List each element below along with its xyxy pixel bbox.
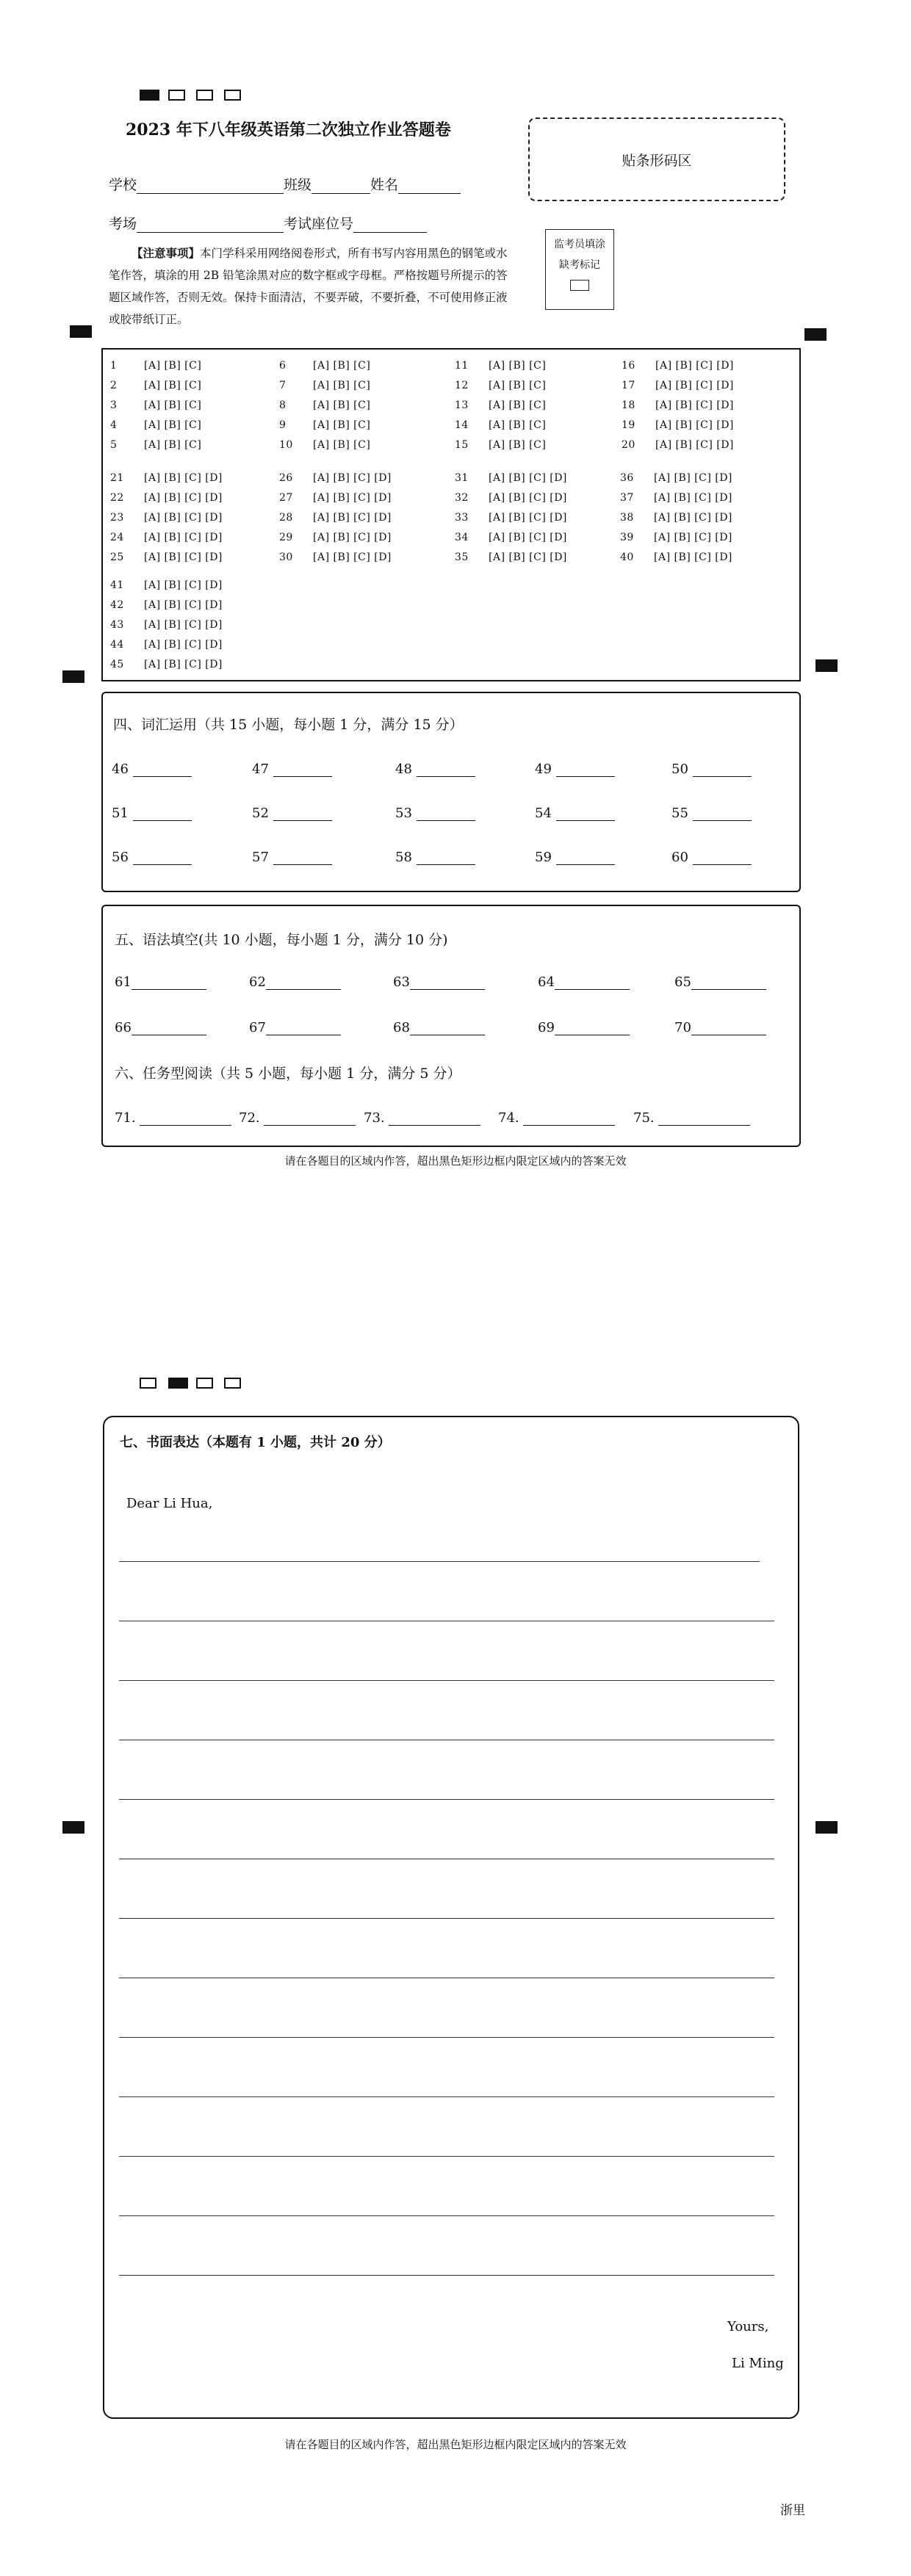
question-number: 9: [279, 419, 287, 431]
notice-body: 本门学科采用网络阅卷形式，所有书写内容用黑色的钢笔或水笔作答，填涂的用 2B 铅笔涂黑对应的数字框或字母框。严格按题号所提示的答题区域作答，否则无效。保持卡面清洁，不要弄破，不要折叠，不可使用修正液或胶带纸订正。: [109, 247, 508, 326]
question-number: 39: [620, 532, 634, 543]
choice-options[interactable]: [A] [B] [C] [D]: [489, 472, 567, 484]
choice-options[interactable]: [A] [B] [C]: [313, 439, 371, 451]
blank-number: 63: [393, 974, 410, 990]
page-mark: [196, 90, 213, 101]
answer-blank[interactable]: [410, 976, 485, 990]
question-number: 43: [110, 619, 124, 631]
choice-options[interactable]: [A] [B] [C]: [144, 360, 202, 372]
question-number: 6: [279, 360, 287, 372]
answer-blank[interactable]: [266, 976, 341, 990]
school-label: 学校: [109, 177, 137, 193]
choice-options[interactable]: [A] [B] [C]: [313, 399, 371, 411]
writing-line[interactable]: [119, 1799, 774, 1800]
exam-room-field[interactable]: [137, 217, 284, 233]
choice-options[interactable]: [A] [B] [C]: [144, 399, 202, 411]
choice-options[interactable]: [A] [B] [C] [D]: [489, 512, 567, 524]
answer-blank[interactable]: [556, 807, 615, 821]
answer-blank[interactable]: [523, 1112, 615, 1126]
blank-item: [535, 761, 615, 777]
answer-blank[interactable]: [133, 807, 192, 821]
answer-blank[interactable]: [133, 851, 192, 865]
choice-options[interactable]: [A] [B] [C]: [489, 439, 547, 451]
choice-question[interactable]: [620, 512, 732, 524]
blank-number: 74.: [498, 1110, 524, 1126]
choice-options[interactable]: [A] [B] [C] [D]: [144, 619, 223, 631]
blank-number: 69: [538, 1020, 555, 1035]
choice-question[interactable]: [110, 579, 223, 591]
choice-question[interactable]: [110, 472, 223, 484]
choice-question[interactable]: [455, 380, 546, 391]
choice-options[interactable]: [A] [B] [C]: [313, 380, 371, 391]
choice-question[interactable]: [455, 439, 546, 451]
question-number: 26: [279, 472, 293, 484]
writing-line[interactable]: [119, 1561, 760, 1562]
choice-question[interactable]: [110, 492, 223, 504]
blank-item: [671, 761, 752, 777]
choice-options[interactable]: [A] [B] [C] [D]: [144, 532, 223, 543]
blank-number: 52: [252, 806, 273, 821]
question-number: 17: [622, 380, 635, 391]
section6-heading: 六、任务型阅读（共 5 小题，每小题 1 分，满分 5 分）: [115, 1066, 461, 1082]
choice-options[interactable]: [A] [B] [C]: [489, 360, 547, 372]
choice-options[interactable]: [A] [B] [C] [D]: [313, 551, 392, 563]
choice-options[interactable]: [A] [B] [C]: [489, 419, 547, 431]
choice-question[interactable]: [455, 419, 546, 431]
question-number: 10: [279, 439, 293, 451]
choice-question[interactable]: [279, 551, 392, 563]
blank-number: 71.: [115, 1110, 140, 1126]
choice-question[interactable]: [110, 360, 201, 372]
blank-number: 53: [395, 806, 417, 821]
choice-options[interactable]: [A] [B] [C] [D]: [489, 532, 567, 543]
choice-question[interactable]: [455, 360, 546, 372]
question-number: 41: [110, 579, 124, 591]
choice-options[interactable]: [A] [B] [C]: [144, 419, 202, 431]
blank-item: [252, 806, 332, 821]
choice-options[interactable]: [A] [B] [C] [D]: [144, 492, 223, 504]
choice-options[interactable]: [A] [B] [C]: [144, 439, 202, 451]
question-number: 34: [455, 532, 469, 543]
blank-number: 68: [393, 1020, 410, 1035]
choice-question[interactable]: [110, 639, 223, 651]
choice-question[interactable]: [455, 492, 567, 504]
question-number: 37: [620, 492, 634, 504]
question-number: 35: [455, 551, 469, 563]
barcode-area: [528, 117, 785, 201]
seat-label: 考试座位号: [284, 216, 354, 232]
choice-options[interactable]: [A] [B] [C] [D]: [313, 492, 392, 504]
blank-item: [671, 806, 752, 821]
question-number: 40: [620, 551, 634, 563]
question-number: 2: [110, 380, 118, 391]
blank-number: 66: [115, 1020, 132, 1035]
info-row-2: [109, 213, 427, 233]
page-mark: [140, 90, 159, 101]
answer-blank[interactable]: [417, 851, 475, 865]
blank-item: [671, 850, 752, 865]
choice-question[interactable]: [110, 599, 223, 611]
blank-number: 57: [252, 850, 273, 865]
absent-label: 缺考标记: [559, 259, 600, 271]
choice-options[interactable]: [A] [B] [C] [D]: [655, 399, 734, 411]
blank-item: [112, 850, 192, 865]
choice-question[interactable]: [622, 399, 734, 411]
blank-item: [249, 1020, 341, 1035]
exam-room-label: 考场: [109, 216, 137, 232]
question-number: 44: [110, 639, 124, 651]
blank-number: 75.: [633, 1110, 659, 1126]
blank-number: 67: [249, 1020, 266, 1035]
blank-item: [395, 806, 475, 821]
choice-options[interactable]: [A] [B] [C] [D]: [489, 551, 567, 563]
question-number: 4: [110, 419, 118, 431]
blank-item: [252, 850, 332, 865]
blank-number: 62: [249, 974, 266, 990]
question-number: 24: [110, 532, 124, 543]
question-number: 15: [455, 439, 469, 451]
question-number: 13: [455, 399, 469, 411]
choice-question[interactable]: [110, 551, 223, 563]
section4-heading: 四、词汇运用（共 15 小题，每小题 1 分，满分 15 分）: [113, 717, 464, 733]
question-number: 25: [110, 551, 124, 563]
question-number: 27: [279, 492, 293, 504]
choice-question[interactable]: [110, 380, 201, 391]
blank-number: 47: [252, 761, 273, 777]
choice-options[interactable]: [A] [B] [C] [D]: [144, 659, 223, 670]
page-mark: [140, 1378, 156, 1389]
school-field[interactable]: [137, 178, 284, 194]
blank-item: [115, 1020, 206, 1035]
blank-number: 48: [395, 761, 417, 777]
question-number: 18: [622, 399, 635, 411]
question-number: 19: [622, 419, 635, 431]
page-mark: [196, 1378, 213, 1389]
answer-blank[interactable]: [133, 763, 192, 777]
choice-question[interactable]: [455, 512, 567, 524]
blank-item: [115, 1110, 231, 1126]
answer-blank[interactable]: [556, 851, 615, 865]
answer-blank[interactable]: [555, 976, 630, 990]
class-label: 班级: [284, 177, 312, 193]
blank-number: 51: [112, 806, 133, 821]
choice-options[interactable]: [A] [B] [C] [D]: [313, 472, 392, 484]
choice-options[interactable]: [A] [B] [C] [D]: [654, 532, 732, 543]
question-number: 3: [110, 399, 118, 411]
writing-line[interactable]: [119, 2156, 774, 2157]
choice-question[interactable]: [279, 399, 370, 411]
question-number: 28: [279, 512, 293, 524]
writing-frame: [103, 1416, 799, 2419]
timing-mark: [62, 1821, 84, 1834]
writing-line[interactable]: [119, 2275, 774, 2276]
letter-signature: Li Ming: [732, 2356, 784, 2371]
timing-mark: [804, 328, 827, 341]
answer-blank[interactable]: [140, 1112, 231, 1126]
page-mark: [168, 1378, 188, 1389]
choice-options[interactable]: [A] [B] [C] [D]: [144, 639, 223, 651]
name-field[interactable]: [398, 178, 461, 194]
question-number: 11: [455, 360, 469, 372]
answer-blank[interactable]: [410, 1021, 485, 1035]
choice-question[interactable]: [622, 419, 734, 431]
choice-options[interactable]: [A] [B] [C] [D]: [654, 512, 732, 524]
question-number: 23: [110, 512, 124, 524]
section5-heading: 五、语法填空(共 10 小题，每小题 1 分，满分 10 分): [115, 932, 448, 948]
blank-number: 60: [671, 850, 693, 865]
choice-question[interactable]: [622, 360, 734, 372]
answer-blank[interactable]: [556, 763, 615, 777]
answer-blank[interactable]: [264, 1112, 356, 1126]
notice-text: [109, 242, 514, 330]
blank-number: 58: [395, 850, 417, 865]
answer-blank[interactable]: [132, 1021, 206, 1035]
notice-label: 【注意事项】: [132, 246, 201, 260]
choice-question[interactable]: [620, 472, 732, 484]
blank-item: [393, 974, 485, 990]
choice-options[interactable]: [A] [B] [C] [D]: [655, 380, 734, 391]
answer-blank[interactable]: [417, 807, 475, 821]
answer-blank[interactable]: [691, 976, 766, 990]
blank-item: [535, 806, 615, 821]
question-number: 1: [110, 360, 118, 372]
page-mark: [224, 1378, 241, 1389]
answer-blank[interactable]: [658, 1112, 750, 1126]
blank-item: [115, 974, 206, 990]
answer-blank[interactable]: [273, 851, 332, 865]
choice-options[interactable]: [A] [B] [C] [D]: [144, 472, 223, 484]
choice-options[interactable]: [A] [B] [C] [D]: [313, 532, 392, 543]
blank-item: [535, 850, 615, 865]
timing-mark: [815, 659, 838, 672]
blank-number: 54: [535, 806, 556, 821]
question-number: 20: [622, 439, 635, 451]
choice-question[interactable]: [110, 619, 223, 631]
letter-closing: Yours,: [727, 2319, 769, 2334]
page-corner-label: 浙里: [780, 2503, 805, 2518]
answer-blank[interactable]: [693, 851, 752, 865]
barcode-label: 贴条形码区: [622, 152, 692, 169]
choice-question[interactable]: [279, 439, 370, 451]
blank-number: 61: [115, 974, 132, 990]
blank-item: [395, 850, 475, 865]
footer-note: 请在各题目的区域内作答，超出黑色矩形边框内限定区域内的答案无效: [284, 2438, 627, 2451]
question-number: 14: [455, 419, 469, 431]
proctor-absent-box: [545, 229, 614, 310]
blank-number: 56: [112, 850, 133, 865]
choice-question[interactable]: [110, 659, 223, 670]
letter-greeting: Dear Li Hua,: [126, 1496, 213, 1511]
blank-item: [674, 974, 766, 990]
question-number: 30: [279, 551, 293, 563]
sheet-title: 2023 年下八年级英语第二次独立作业答题卷: [126, 120, 451, 140]
choice-question[interactable]: [110, 399, 201, 411]
absent-checkbox[interactable]: [570, 280, 589, 291]
choice-question[interactable]: [279, 492, 392, 504]
answer-blank[interactable]: [389, 1112, 480, 1126]
question-number: 8: [279, 399, 287, 411]
choice-options[interactable]: [A] [B] [C] [D]: [654, 551, 732, 563]
choice-question[interactable]: [620, 492, 732, 504]
answer-blank[interactable]: [693, 807, 752, 821]
blank-item: [498, 1110, 615, 1126]
blank-item: [239, 1110, 356, 1126]
choice-options[interactable]: [A] [B] [C] [D]: [655, 419, 734, 431]
choice-options[interactable]: [A] [B] [C]: [144, 380, 202, 391]
blank-item: [393, 1020, 485, 1035]
timing-mark: [62, 670, 84, 683]
blank-number: 65: [674, 974, 691, 990]
section7-heading: 七、书面表达（本题有 1 小题，共计 20 分）: [120, 1435, 391, 1450]
choice-question[interactable]: [622, 380, 734, 391]
blank-number: 64: [538, 974, 555, 990]
timing-mark: [815, 1821, 838, 1834]
choice-options[interactable]: [A] [B] [C]: [313, 360, 371, 372]
blank-item: [395, 761, 475, 777]
question-number: 36: [620, 472, 634, 484]
choice-question[interactable]: [110, 439, 201, 451]
choice-question[interactable]: [279, 532, 392, 543]
blank-item: [252, 761, 332, 777]
proctor-label: 监考员填涂: [554, 239, 605, 250]
answer-blank[interactable]: [691, 1021, 766, 1035]
choice-options[interactable]: [A] [B] [C]: [313, 419, 371, 431]
question-number: 16: [622, 360, 635, 372]
blank-number: 55: [671, 806, 693, 821]
choice-options[interactable]: [A] [B] [C] [D]: [144, 599, 223, 611]
blank-item: [633, 1110, 750, 1126]
choice-question[interactable]: [110, 512, 223, 524]
choice-options[interactable]: [A] [B] [C] [D]: [144, 512, 223, 524]
blank-number: 49: [535, 761, 556, 777]
choice-options[interactable]: [A] [B] [C] [D]: [655, 360, 734, 372]
answer-blank[interactable]: [132, 976, 206, 990]
writing-line[interactable]: [119, 2037, 774, 2038]
writing-line[interactable]: [119, 1918, 774, 1919]
name-label: 姓名: [370, 177, 399, 193]
choice-question[interactable]: [110, 532, 223, 543]
answer-blank[interactable]: [417, 763, 475, 777]
blank-number: 70: [674, 1020, 691, 1035]
choice-question[interactable]: [455, 472, 567, 484]
choice-options[interactable]: [A] [B] [C]: [489, 380, 547, 391]
writing-line[interactable]: [119, 2096, 774, 2097]
answer-blank[interactable]: [273, 807, 332, 821]
answer-blank[interactable]: [555, 1021, 630, 1035]
choice-question[interactable]: [279, 419, 370, 431]
choice-options[interactable]: [A] [B] [C] [D]: [489, 492, 567, 504]
question-number: 7: [279, 380, 287, 391]
question-number: 38: [620, 512, 634, 524]
blank-number: 59: [535, 850, 556, 865]
blank-item: [538, 1020, 630, 1035]
blank-item: [538, 974, 630, 990]
blank-number: 72.: [239, 1110, 264, 1126]
choice-question[interactable]: [110, 419, 201, 431]
blank-number: 46: [112, 761, 133, 777]
writing-line[interactable]: [119, 1680, 774, 1681]
question-number: 29: [279, 532, 293, 543]
choice-question[interactable]: [279, 380, 370, 391]
class-field[interactable]: [312, 178, 370, 194]
blank-item: [674, 1020, 766, 1035]
answer-blank[interactable]: [693, 763, 752, 777]
question-number: 31: [455, 472, 469, 484]
footer-note: 请在各题目的区域内作答，超出黑色矩形边框内限定区域内的答案无效: [284, 1154, 627, 1168]
writing-line[interactable]: [119, 2215, 774, 2216]
choice-question[interactable]: [455, 532, 567, 543]
choice-options[interactable]: [A] [B] [C]: [489, 399, 547, 411]
question-number: 21: [110, 472, 124, 484]
choice-question[interactable]: [620, 532, 732, 543]
choice-question[interactable]: [620, 551, 732, 563]
choice-question[interactable]: [279, 512, 392, 524]
question-number: 32: [455, 492, 469, 504]
blank-item: [112, 761, 192, 777]
choice-question[interactable]: [279, 472, 392, 484]
choice-question[interactable]: [622, 439, 734, 451]
question-number: 45: [110, 659, 124, 670]
choice-options[interactable]: [A] [B] [C] [D]: [654, 492, 732, 504]
answer-blank[interactable]: [273, 763, 332, 777]
page-mark: [168, 90, 185, 101]
question-number: 12: [455, 380, 469, 391]
blank-number: 73.: [364, 1110, 389, 1126]
choice-options[interactable]: [A] [B] [C] [D]: [655, 439, 734, 451]
question-number: 5: [110, 439, 118, 451]
choice-question[interactable]: [455, 551, 567, 563]
question-number: 33: [455, 512, 469, 524]
choice-options[interactable]: [A] [B] [C] [D]: [654, 472, 732, 484]
seat-field[interactable]: [353, 217, 427, 233]
choice-options[interactable]: [A] [B] [C] [D]: [313, 512, 392, 524]
page-mark: [224, 90, 241, 101]
blank-item: [364, 1110, 480, 1126]
choice-question[interactable]: [455, 399, 546, 411]
blank-number: 50: [671, 761, 693, 777]
info-row-1: [109, 174, 461, 194]
choice-question[interactable]: [279, 360, 370, 372]
question-number: 42: [110, 599, 124, 611]
choice-options[interactable]: [A] [B] [C] [D]: [144, 551, 223, 563]
question-number: 22: [110, 492, 124, 504]
blank-item: [249, 974, 341, 990]
timing-mark: [70, 325, 92, 338]
answer-blank[interactable]: [266, 1021, 341, 1035]
choice-options[interactable]: [A] [B] [C] [D]: [144, 579, 223, 591]
blank-item: [112, 806, 192, 821]
